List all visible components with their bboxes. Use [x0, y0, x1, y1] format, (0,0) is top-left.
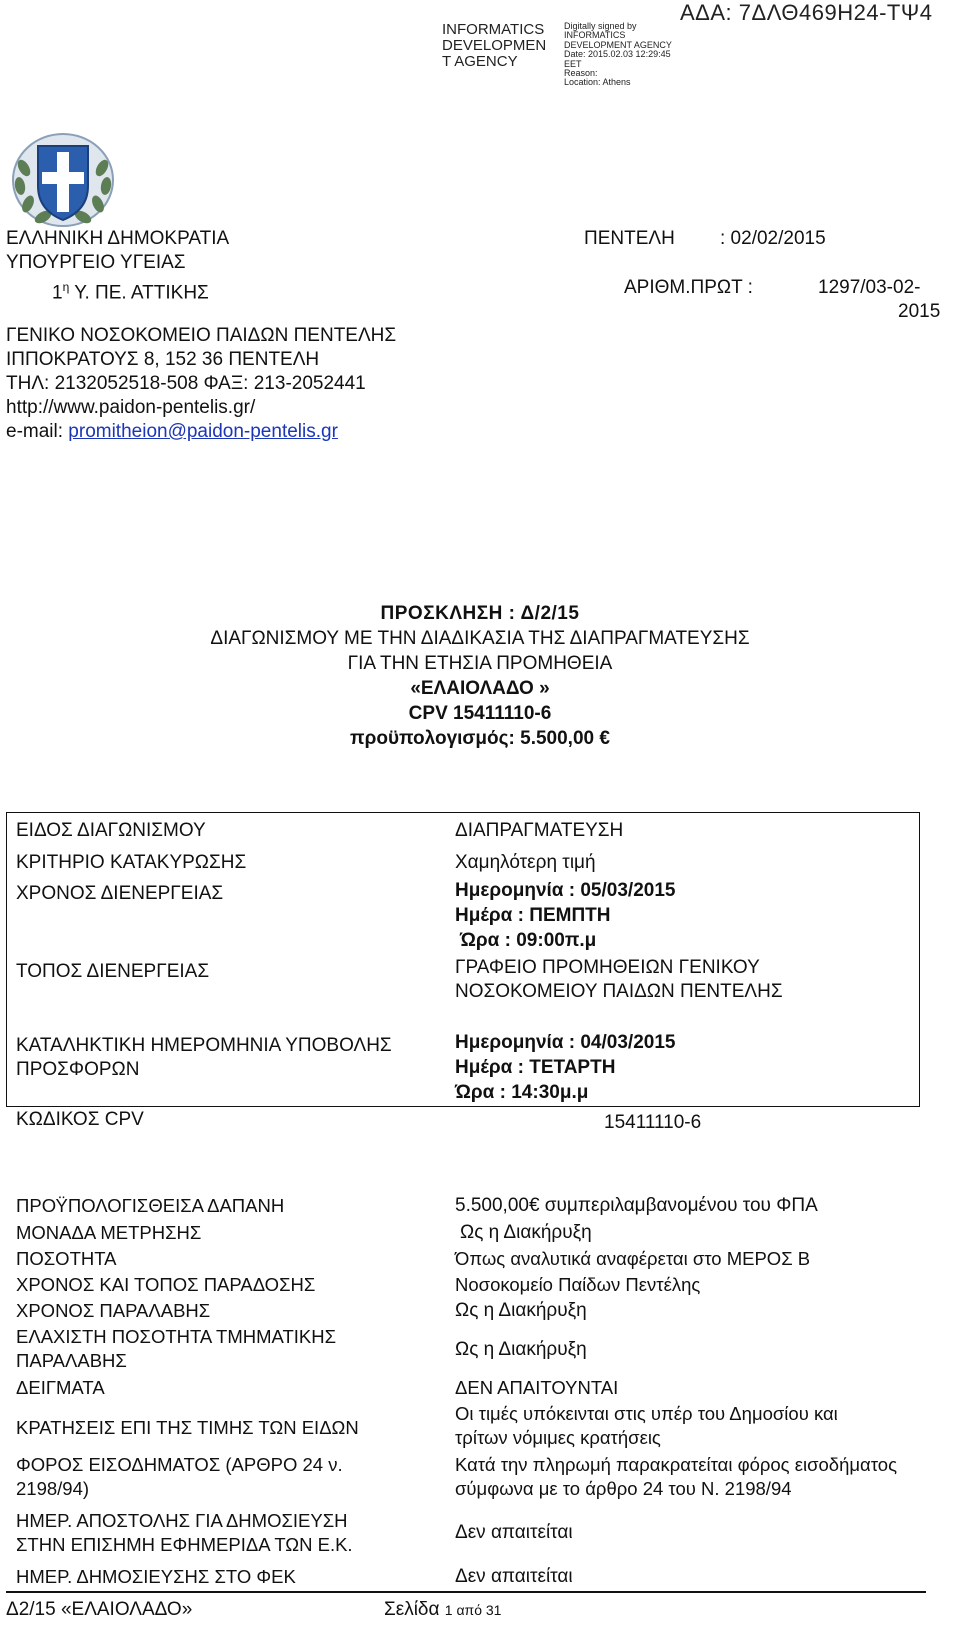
place-date: : 02/02/2015 — [720, 228, 826, 249]
signature-detail: Reason: — [564, 68, 598, 79]
greek-emblem-icon — [8, 128, 118, 230]
conduct-place-line: ΝΟΣΟΚΟΜΕΙΟΥ ΠΑΙΔΩΝ ΠΕΝΤΕΛΗΣ — [455, 981, 783, 1002]
protocol-label: ΑΡΙΘΜ.ΠΡΩΤ : — [624, 277, 753, 298]
deductions-value-line: τρίτων νόμιμες κρατήσεις — [455, 1427, 661, 1448]
signature-detail: INFORMATICS — [564, 30, 626, 41]
signature-detail: DEVELOPMENT AGENCY — [564, 39, 672, 50]
quantity-label: ΠΟΣΟΤΗΤΑ — [16, 1248, 117, 1269]
conduct-place-line: ΓΡΑΦΕΙΟ ΠΡΟΜΗΘΕΙΩΝ ΓΕΝΙΚΟΥ — [455, 957, 760, 978]
deadline-label-line: ΚΑΤΑΛΗΚΤΙΚΗ ΗΜΕΡΟΜΗΝΙΑ ΥΠΟΒΟΛΗΣ — [16, 1035, 392, 1056]
email-label: e-mail: — [6, 421, 69, 442]
region-name: Υ. ΠΕ. ΑΤΤΙΚΗΣ — [69, 282, 209, 304]
hospital-name: ΓΕΝΙΚΟ ΝΟΣΟΚΟΜΕΙΟ ΠΑΙΔΩΝ ΠΕΝΤΕΛΗΣ — [6, 325, 397, 346]
ec-publication-label-line: ΗΜΕΡ. ΑΠΟΣΤΟΛΗΣ ΓΙΑ ΔΗΜΟΣΙΕΥΣΗ — [16, 1510, 348, 1531]
footer-divider — [6, 1591, 926, 1593]
samples-value: ΔΕΝ ΑΠΑΙΤΟΥΝΤΑΙ — [455, 1377, 619, 1398]
email-link[interactable]: promitheion@paidon-pentelis.gr — [68, 421, 338, 442]
income-tax-label-line: 2198/94) — [16, 1478, 90, 1499]
income-tax-value-line: σύμφωνα με το άρθρο 24 του Ν. 2198/94 — [455, 1478, 792, 1499]
ada-code: ΑΔΑ: 7ΔΛΘ469Η24-ΤΨ4 — [680, 0, 933, 25]
signature-org-line: DEVELOPMEN — [442, 37, 547, 54]
conduct-place-label: ΤΟΠΟΣ ΔΙΕΝΕΡΓΕΙΑΣ — [16, 961, 210, 982]
deadline-date: Ημερομηνία : 04/03/2015 — [455, 1032, 676, 1053]
region-sup: η — [62, 280, 70, 294]
unit-value: Ως η Διακήρυξη — [460, 1222, 592, 1243]
budget-line: προϋπολογισμός: 5.500,00 € — [350, 728, 610, 749]
signature-org-line: T AGENCY — [442, 53, 518, 70]
conduct-date: Ημερομηνία : 05/03/2015 — [455, 880, 676, 901]
quantity-value: Όπως αναλυτικά αναφέρεται στο ΜΕΡΟΣ Β — [455, 1248, 811, 1269]
supply-line: ΓΙΑ ΤΗΝ ΕΤΗΣΙΑ ΠΡΟΜΗΘΕΙΑ — [347, 653, 613, 674]
min-quantity-label-line: ΕΛΑΧΙΣΤΗ ΠΟΣΟΤΗΤΑ ΤΜΗΜΑΤΙΚΗΣ — [16, 1326, 337, 1347]
signature-detail: Date: 2015.02.03 12:29:45 — [564, 49, 671, 60]
unit-label: ΜΟΝΑΔΑ ΜΕΤΡΗΣΗΣ — [16, 1222, 202, 1243]
deductions-value — [455, 1402, 838, 1450]
conduct-hour: Ώρα : 09:00π.μ — [460, 930, 597, 951]
republic-name: ΕΛΛΗΝΙΚΗ ΔΗΜΟΚΡΑΤΙΑ — [6, 228, 230, 249]
deadline-day: Ημέρα : ΤΕΤΑΡΤΗ — [455, 1057, 616, 1078]
ministry-name: ΥΠΟΥΡΓΕΙΟ ΥΓΕΙΑΣ — [6, 252, 186, 273]
ec-publication-label-line: ΣΤΗΝ ΕΠΙΣΗΜΗ ΕΦΗΜΕΡΙΔΑ ΤΩΝ Ε.Κ. — [16, 1534, 353, 1555]
ec-publication-label — [16, 1509, 353, 1557]
page-label: Σελίδα — [384, 1599, 440, 1620]
health-region — [6, 275, 229, 305]
cpv-code-label: ΚΩΔΙΚΟΣ CPV — [16, 1109, 144, 1130]
region-number: 1 — [52, 282, 63, 304]
conduct-place-value — [455, 956, 783, 1004]
invitation-title — [0, 601, 960, 751]
signature-detail: Digitally signed by — [564, 21, 637, 31]
signature-detail: EET — [564, 58, 582, 69]
award-criterion-label: ΚΡΙΤΗΡΙΟ ΚΑΤΑΚΥΡΩΣΗΣ — [16, 852, 247, 873]
deadline-label-line: ΠΡΟΣΦΟΡΩΝ — [16, 1059, 140, 1080]
cpv-line: CPV 15411110-6 — [408, 703, 552, 724]
header-left — [6, 227, 229, 305]
deductions-value-line: Οι τιμές υπόκεινται στις υπέρ του Δημοσίου και — [455, 1403, 838, 1424]
footer-doc-ref: Δ2/15 «ΕΛΑΙΟΛΑΔΟ» — [6, 1599, 193, 1620]
cpv-code-value: 15411110-6 — [604, 1112, 702, 1133]
hospital-address: ΙΠΠΟΚΡΑΤΟΥΣ 8, 152 36 ΠΕΝΤΕΛΗ — [6, 349, 320, 370]
protocol-number: 1297/03-02- — [818, 277, 921, 298]
tender-type-label: ΕΙΔΟΣ ΔΙΑΓΩΝΙΣΜΟΥ — [16, 820, 206, 841]
protocol-year: 2015 — [898, 301, 941, 322]
signature-org — [442, 22, 546, 70]
income-tax-label-line: ΦΟΡΟΣ ΕΙΣΟΔΗΜΑΤΟΣ (ΑΡΘΡΟ 24 ν. — [16, 1454, 343, 1475]
deadline-hour: Ώρα : 14:30μ.μ — [455, 1082, 589, 1103]
income-tax-value-line: Κατά την πληρωμή παρακρατείται φόρος εισοδήματος — [455, 1454, 897, 1475]
page-number: 1 από 31 — [444, 1602, 502, 1618]
min-quantity-value: Ως η Διακήρυξη — [455, 1339, 587, 1360]
footer-page — [384, 1599, 501, 1621]
tender-type-value: ΔΙΑΠΡΑΓΜΑΤΕΥΣΗ — [455, 820, 624, 841]
hospital-info — [6, 324, 396, 444]
delivery-label: ΧΡΟΝΟΣ ΚΑΙ ΤΟΠΟΣ ΠΑΡΑΔΟΣΗΣ — [16, 1274, 316, 1295]
signature-detail: Location: Athens — [564, 77, 631, 88]
samples-label: ΔΕΙΓΜΑΤΑ — [16, 1377, 105, 1398]
min-quantity-label — [16, 1325, 336, 1373]
delivery-value: Νοσοκομείο Παίδων Πεντέλης — [455, 1274, 701, 1295]
conduct-day: Ημέρα : ΠΕΜΠΤΗ — [455, 905, 611, 926]
invitation-number: ΠΡΟΣΚΛΗΣΗ : Δ/2/15 — [380, 603, 580, 624]
ec-publication-value: Δεν απαιτείται — [455, 1522, 573, 1543]
income-tax-value — [455, 1453, 897, 1501]
conduct-time-label: ΧΡΟΝΟΣ ΔΙΕΝΕΡΓΕΙΑΣ — [16, 883, 224, 904]
receipt-label: ΧΡΟΝΟΣ ΠΑΡΑΛΑΒΗΣ — [16, 1300, 211, 1321]
budget-label: ΠΡΟΫΠΟΛΟΓΙΣΘΕΙΣΑ ΔΑΠΑΝΗ — [16, 1195, 285, 1216]
receipt-value: Ως η Διακήρυξη — [455, 1300, 587, 1321]
min-quantity-label-line: ΠΑΡΑΛΑΒΗΣ — [16, 1350, 127, 1371]
hospital-website[interactable]: http://www.paidon-pentelis.gr/ — [6, 397, 256, 418]
fek-publication-value: Δεν απαιτείται — [455, 1566, 573, 1587]
award-criterion-value: Χαμηλότερη τιμή — [455, 852, 596, 873]
hospital-phone: ΤΗΛ: 2132052518-508 ΦΑΞ: 213-2052441 — [6, 373, 366, 394]
hospital-email-line — [6, 420, 396, 444]
budget-value: 5.500,00€ συμπεριλαμβανομένου του ΦΠΑ — [455, 1195, 818, 1216]
signature-org-line: INFORMATICS — [442, 21, 545, 38]
income-tax-label — [16, 1453, 343, 1501]
product-name: «ΕΛΑΙΟΛΑΔΟ » — [410, 678, 550, 699]
deadline-label — [16, 1034, 392, 1082]
place-label: ΠΕΝΤΕΛΗ — [584, 228, 675, 249]
fek-publication-label: ΗΜΕΡ. ΔΗΜΟΣΙΕΥΣΗΣ ΣΤΟ ΦΕΚ — [16, 1566, 296, 1587]
procedure-line: ΔΙΑΓΩΝΙΣΜΟΥ ΜΕ ΤΗΝ ΔΙΑΔΙΚΑΣΙΑ ΤΗΣ ΔΙΑΠΡΑΓΜΑΤΕΥΣΗΣ — [210, 628, 750, 649]
signature-details — [564, 22, 672, 88]
deductions-label: ΚΡΑΤΗΣΕΙΣ ΕΠΙ ΤΗΣ ΤΙΜΗΣ ΤΩΝ ΕΙΔΩΝ — [16, 1417, 359, 1438]
